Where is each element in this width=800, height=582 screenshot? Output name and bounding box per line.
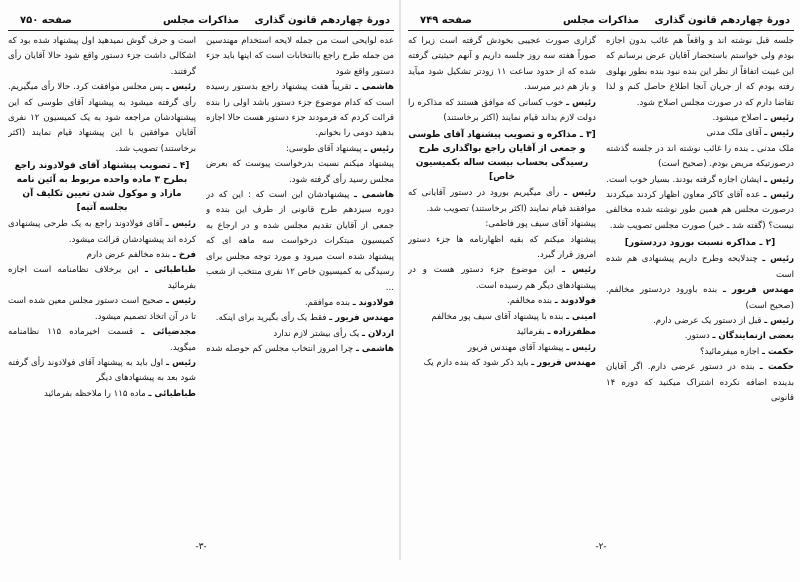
header-title: مذاکرات مجلس <box>162 15 239 26</box>
paragraph-text: اجازه میفرمائید؟ <box>700 346 760 357</box>
paragraph <box>606 188 794 234</box>
paragraph-text: باید ذکر شود که بنده دارم یک <box>423 357 529 368</box>
paragraph-text: فقط یک رأی بگیرید برای اینکه. <box>215 313 327 324</box>
paragraph <box>8 34 196 80</box>
speaker-name: رئیس ـ <box>764 174 794 185</box>
paragraph <box>206 142 394 157</box>
speaker-name: رئیس ـ <box>566 97 596 108</box>
paragraph-text: بنده باورود دردستور مخالفم. (صحیح است) <box>606 285 794 311</box>
paragraph <box>606 283 794 314</box>
paragraph-text: پس مجلس موافقت کرد. حالا رأی میگیریم. رأی گرفته میشود به پیشنهاد آقای طوسی که این پیشنهادشان مراجعه شود به یک کمیسیون ۱۲ نفری آقایان موافقین با این پیشنهاد قیام نمایند (اکثر برخاستند) تصویب شد. <box>8 82 196 154</box>
paragraph-text: است و حرف گوش نمیدهید اول پیشنهاد شده بود که اشکالی داشت جزء دستور واقع شود حالا آقایان رأی گرفتند. <box>8 36 196 77</box>
speaker-name: رئیس ـ <box>166 296 196 307</box>
paragraph <box>8 248 196 263</box>
paragraph-text: عده لوایحی است من جمله لایحه استخدام مهندسین من جمله طرح راجع باانتخابات است که اینها باید جزء دستور واقع شود <box>206 36 394 77</box>
paragraph-text: پیشنهاد آقای مهندس فریور <box>467 342 564 353</box>
paragraph-text: آقای ملک مدنی <box>706 128 762 139</box>
page-label: صفحه ۷۴۹ <box>420 15 472 26</box>
paragraph-text: یک رأی بیشتر لازم ندارد <box>273 328 360 339</box>
paragraph-text: پیشنهاد آقای سیف پور فاطمی: <box>485 219 596 230</box>
paragraph-text: بنده مخالفم عرض دارم <box>86 250 171 261</box>
left-page <box>2 0 400 560</box>
speaker-name: رئیس ـ <box>764 315 794 326</box>
paragraph-text: بنده موافقم. <box>304 297 350 308</box>
paragraph-text: پیشنهادشان این است که : این که در دوره سیزدهم طرح قانونی از طرف این بنده و جمعی از آقایان تقدیم مجلس شده و در ارجاع به کمیسیون مبتکرات درخواست سه ماهه ای که پیشنهاد شده است میرود و مورد توجه مجلس برای رسیدگی به کمیسیون خاص ۱۲ نفری منتخب از شعب ... <box>206 190 394 293</box>
paragraph <box>606 142 794 173</box>
paragraph-text: این موضوع جزء دستور هست و در پیشنهادهای دیگر هم رسیده است. <box>408 265 596 291</box>
text-column <box>606 34 794 534</box>
paragraph-text: دستور. <box>684 331 710 342</box>
right-page <box>402 0 800 560</box>
paragraph-text: آقای فولادوند راجع به یک طرحی پیشنهادی کرده اند پیشنهادشان قرائت میشود. <box>8 219 196 245</box>
paragraph <box>8 387 196 402</box>
speaker-name: مظفرزاده ـ <box>547 327 596 338</box>
paragraph <box>206 327 394 342</box>
speaker-name: رئیس ـ <box>166 357 196 368</box>
paragraph <box>8 263 196 294</box>
paragraph <box>606 345 794 360</box>
page-label: صفحه ۷۵۰ <box>20 15 72 26</box>
speaker-name: فولادوند ـ <box>554 296 596 307</box>
text-column <box>8 34 196 534</box>
paragraph <box>8 217 196 248</box>
paragraph <box>8 325 196 356</box>
speaker-name: طباطبائی ـ <box>144 265 196 276</box>
speaker-name: رئیس ـ <box>763 190 794 201</box>
speaker-name: مجدضیائی ـ <box>141 327 196 338</box>
paragraph <box>408 96 596 127</box>
paragraph <box>606 314 794 329</box>
paragraph <box>206 311 394 326</box>
paragraph <box>8 294 196 325</box>
speaker-name: طباطبائی ـ <box>148 388 196 399</box>
paragraph <box>206 157 394 188</box>
paragraph-text: جلسه قبل نوشته اند و واقعاً هم غائب بدون اجازه بودم ولی خواستم باستحضار آقایان عرض برسانم که این غیبت اتفاقاً از نظر این بنده نبود بنده بطور بهلوی رفته بودم که از جریان آنجا اطلاع حاصل کنم و لذا تقاضا دارم که در صورت مجلس اصلاح شود. <box>606 36 794 108</box>
paragraph <box>606 111 794 126</box>
paragraph-text: بنده در دستور عرضی دارم. اگر آقایان بدینده اضافه نکرده اشتراک میکنید که دوره ۱۴ قانونی <box>606 362 794 403</box>
paragraph-text: ملک مدنی ـ بنده را غائب نوشته اند در جلسه گذشته درصورتیکه مریض بودم. (صحیح است) <box>606 143 794 170</box>
term-label: دورهٔ چهاردهم قانون گذاری <box>254 15 390 26</box>
speaker-name: رئیس ـ <box>764 128 794 139</box>
speaker-name: رئیس ـ <box>764 113 794 124</box>
speaker-name: حکمت ـ <box>762 346 794 357</box>
paragraph <box>408 263 596 294</box>
page-number: -۳- <box>195 542 207 552</box>
speaker-name: هاشمی ـ <box>354 190 394 201</box>
paragraph-text: تقریباً هفت پیشنهاد راجع بدستور رسیده است که کدام موضوع جزء دستور باشد اولی را بنده قرائت کردم که فرمودند جزء دستور هست حالا اجازه بدهید دومی را بخوانم. <box>206 82 394 139</box>
speaker-name: اردلان ـ <box>362 328 394 339</box>
paragraph <box>408 34 596 96</box>
paragraph-text: ماده ۱۱۵ را ملاحظه بفرمائید <box>43 388 146 399</box>
speaker-name: رئیس ـ <box>566 342 596 353</box>
speaker-name: حکمت ـ <box>759 362 794 373</box>
text-column <box>206 34 394 534</box>
paragraph <box>8 356 196 387</box>
paragraph <box>408 356 596 371</box>
paragraph <box>408 186 596 217</box>
paragraph-text: بنده با پیشنهاد آقای سیف پور مخالفم <box>431 311 564 322</box>
text-column <box>408 34 596 534</box>
section-heading: [۳ ـ مذاکره و تصویب پیشنهاد آقای طوسی و جمعی از آقایان راجع بواگذاری طرح رسیدگی بحساب بیست ساله بکمیسیون خاص] <box>408 130 596 183</box>
section-heading: [۴ ـ تصویب پیشنهاد آقای فولادوند راجع بطرح ۳ ماده واحده مربوط به آئین نامه مازاد و موکول شدن تعیین تکلیف آن بجلسه آتیه] <box>14 161 190 214</box>
paragraph <box>206 342 394 357</box>
paragraph-text: عده آقای کاکر معاون اظهار کردند میکردند درصورت مجلس هم همین طور نوشته شده مخالفی نیست؟ (گفته شد ـ خیر) صورت مجلس تصویب شد. <box>606 190 794 231</box>
speaker-name: فولادوند ـ <box>352 297 394 308</box>
speaker-name: رئیس ـ <box>564 188 596 199</box>
paragraph <box>606 329 794 344</box>
paragraph-text: رأی میگیریم بورود در دستور آقایانی که موافقند قیام نمایند (اکثر برخاستند) تصویب شد. <box>408 188 596 214</box>
paragraph-text: بفرمائید <box>516 327 545 338</box>
paragraph-text: بنده مخالفم. <box>507 296 552 307</box>
page-header <box>8 14 394 31</box>
header-title: مذاکرات مجلس <box>562 15 639 26</box>
speaker-name: مهندس فریور ـ <box>329 313 394 324</box>
speaker-name: رئیس ـ <box>562 265 596 276</box>
paragraph <box>606 360 794 406</box>
section-heading: [۲ ـ مذاکره نسبت بورود دردستور] <box>624 238 776 249</box>
speaker-name: رئیس ـ <box>364 143 394 154</box>
paragraph-text: پیشنهاد میکنم نسبت بدرخواست پیوست که بعرض مجلس رسید رأی گرفته شود. <box>206 159 394 185</box>
speaker-name: هاشمی ـ <box>355 344 394 355</box>
paragraph <box>606 34 794 111</box>
paragraph <box>8 80 196 157</box>
speaker-name: بعضی ازنمایندگان ـ <box>712 331 794 342</box>
speaker-name: امینی ـ <box>566 311 596 322</box>
paragraph <box>408 310 596 325</box>
speaker-name: رئیس ـ <box>165 219 196 230</box>
paragraph-text: این برخلاف نظامنامه است اجازه بفرمائید <box>8 265 196 291</box>
paragraph-text: پیشنهاد میکنم که بقیه اظهارنامه ها جزء دستور امروز قرار گیرد. <box>408 234 596 261</box>
speaker-name: هاشمی ـ <box>355 82 394 93</box>
speaker-name: مهندس فریور ـ <box>531 357 596 368</box>
paragraph <box>408 233 596 264</box>
paragraph-text: چرا امروز انتخاب مجلس کم حوصله شده <box>206 344 354 355</box>
paragraph-text: قسمت اخیرماده ۱۱۵ نظامنامه میگوید. <box>8 327 196 353</box>
paragraph <box>206 188 394 296</box>
page-number: -۲- <box>595 542 607 552</box>
paragraph <box>206 80 394 142</box>
paragraph <box>606 126 794 141</box>
paragraph-text: خوب کسانی که موافق هستند که مذاکره را دولت لازم بداند قیام نمایند (اکثر برخاستند) <box>408 97 596 124</box>
paragraph-text: اول باید به پیشنهاد آقای فولادوند رأی گرفته شود بعد به پیشنهادهای دیگر <box>8 357 196 384</box>
speaker-name: رئیس ـ <box>166 82 196 93</box>
paragraph <box>408 217 596 232</box>
paragraph <box>408 325 596 340</box>
paragraph-text: گزاری صورت عجیبی بخودش گرفته است زیرا که صوراً هفته سه روز جلسه داریم و آنهم حیثیتی گرفته شده که از حدود ساعت ۱۱ زودتر تشکیل شود میآید و باز هم دیر میرسد. <box>408 36 596 93</box>
paragraph-text: پیشنهاد آقای طوسی: <box>286 143 362 154</box>
paragraph-text: اصلاح میشود. <box>712 113 762 124</box>
speaker-name: فرخ ـ <box>172 250 196 261</box>
speaker-name: مهندس فریور ـ <box>723 285 794 296</box>
paragraph <box>408 294 596 309</box>
paragraph-text: ایشان اجازه گرفته بودند. بسیار خوب است. <box>606 174 762 185</box>
paragraph-text: صحیح است دستور مجلس معین شده است تا در آن اتخاذ تصمیم میشود. <box>8 296 196 322</box>
paragraph <box>606 252 794 283</box>
paragraph <box>408 341 596 356</box>
paragraph <box>206 296 394 311</box>
speaker-name: رئیس ـ <box>762 254 794 265</box>
page-header <box>408 14 794 31</box>
paragraph-text: قبل از دستور یک عرضی دارم. <box>653 315 762 326</box>
paragraph <box>206 34 394 80</box>
term-label: دورهٔ چهاردهم قانون گذاری <box>654 15 790 26</box>
paragraph <box>606 173 794 188</box>
paragraph-text: چندلایحه وطرح داریم پیشنهادی هم شده است <box>606 254 794 280</box>
